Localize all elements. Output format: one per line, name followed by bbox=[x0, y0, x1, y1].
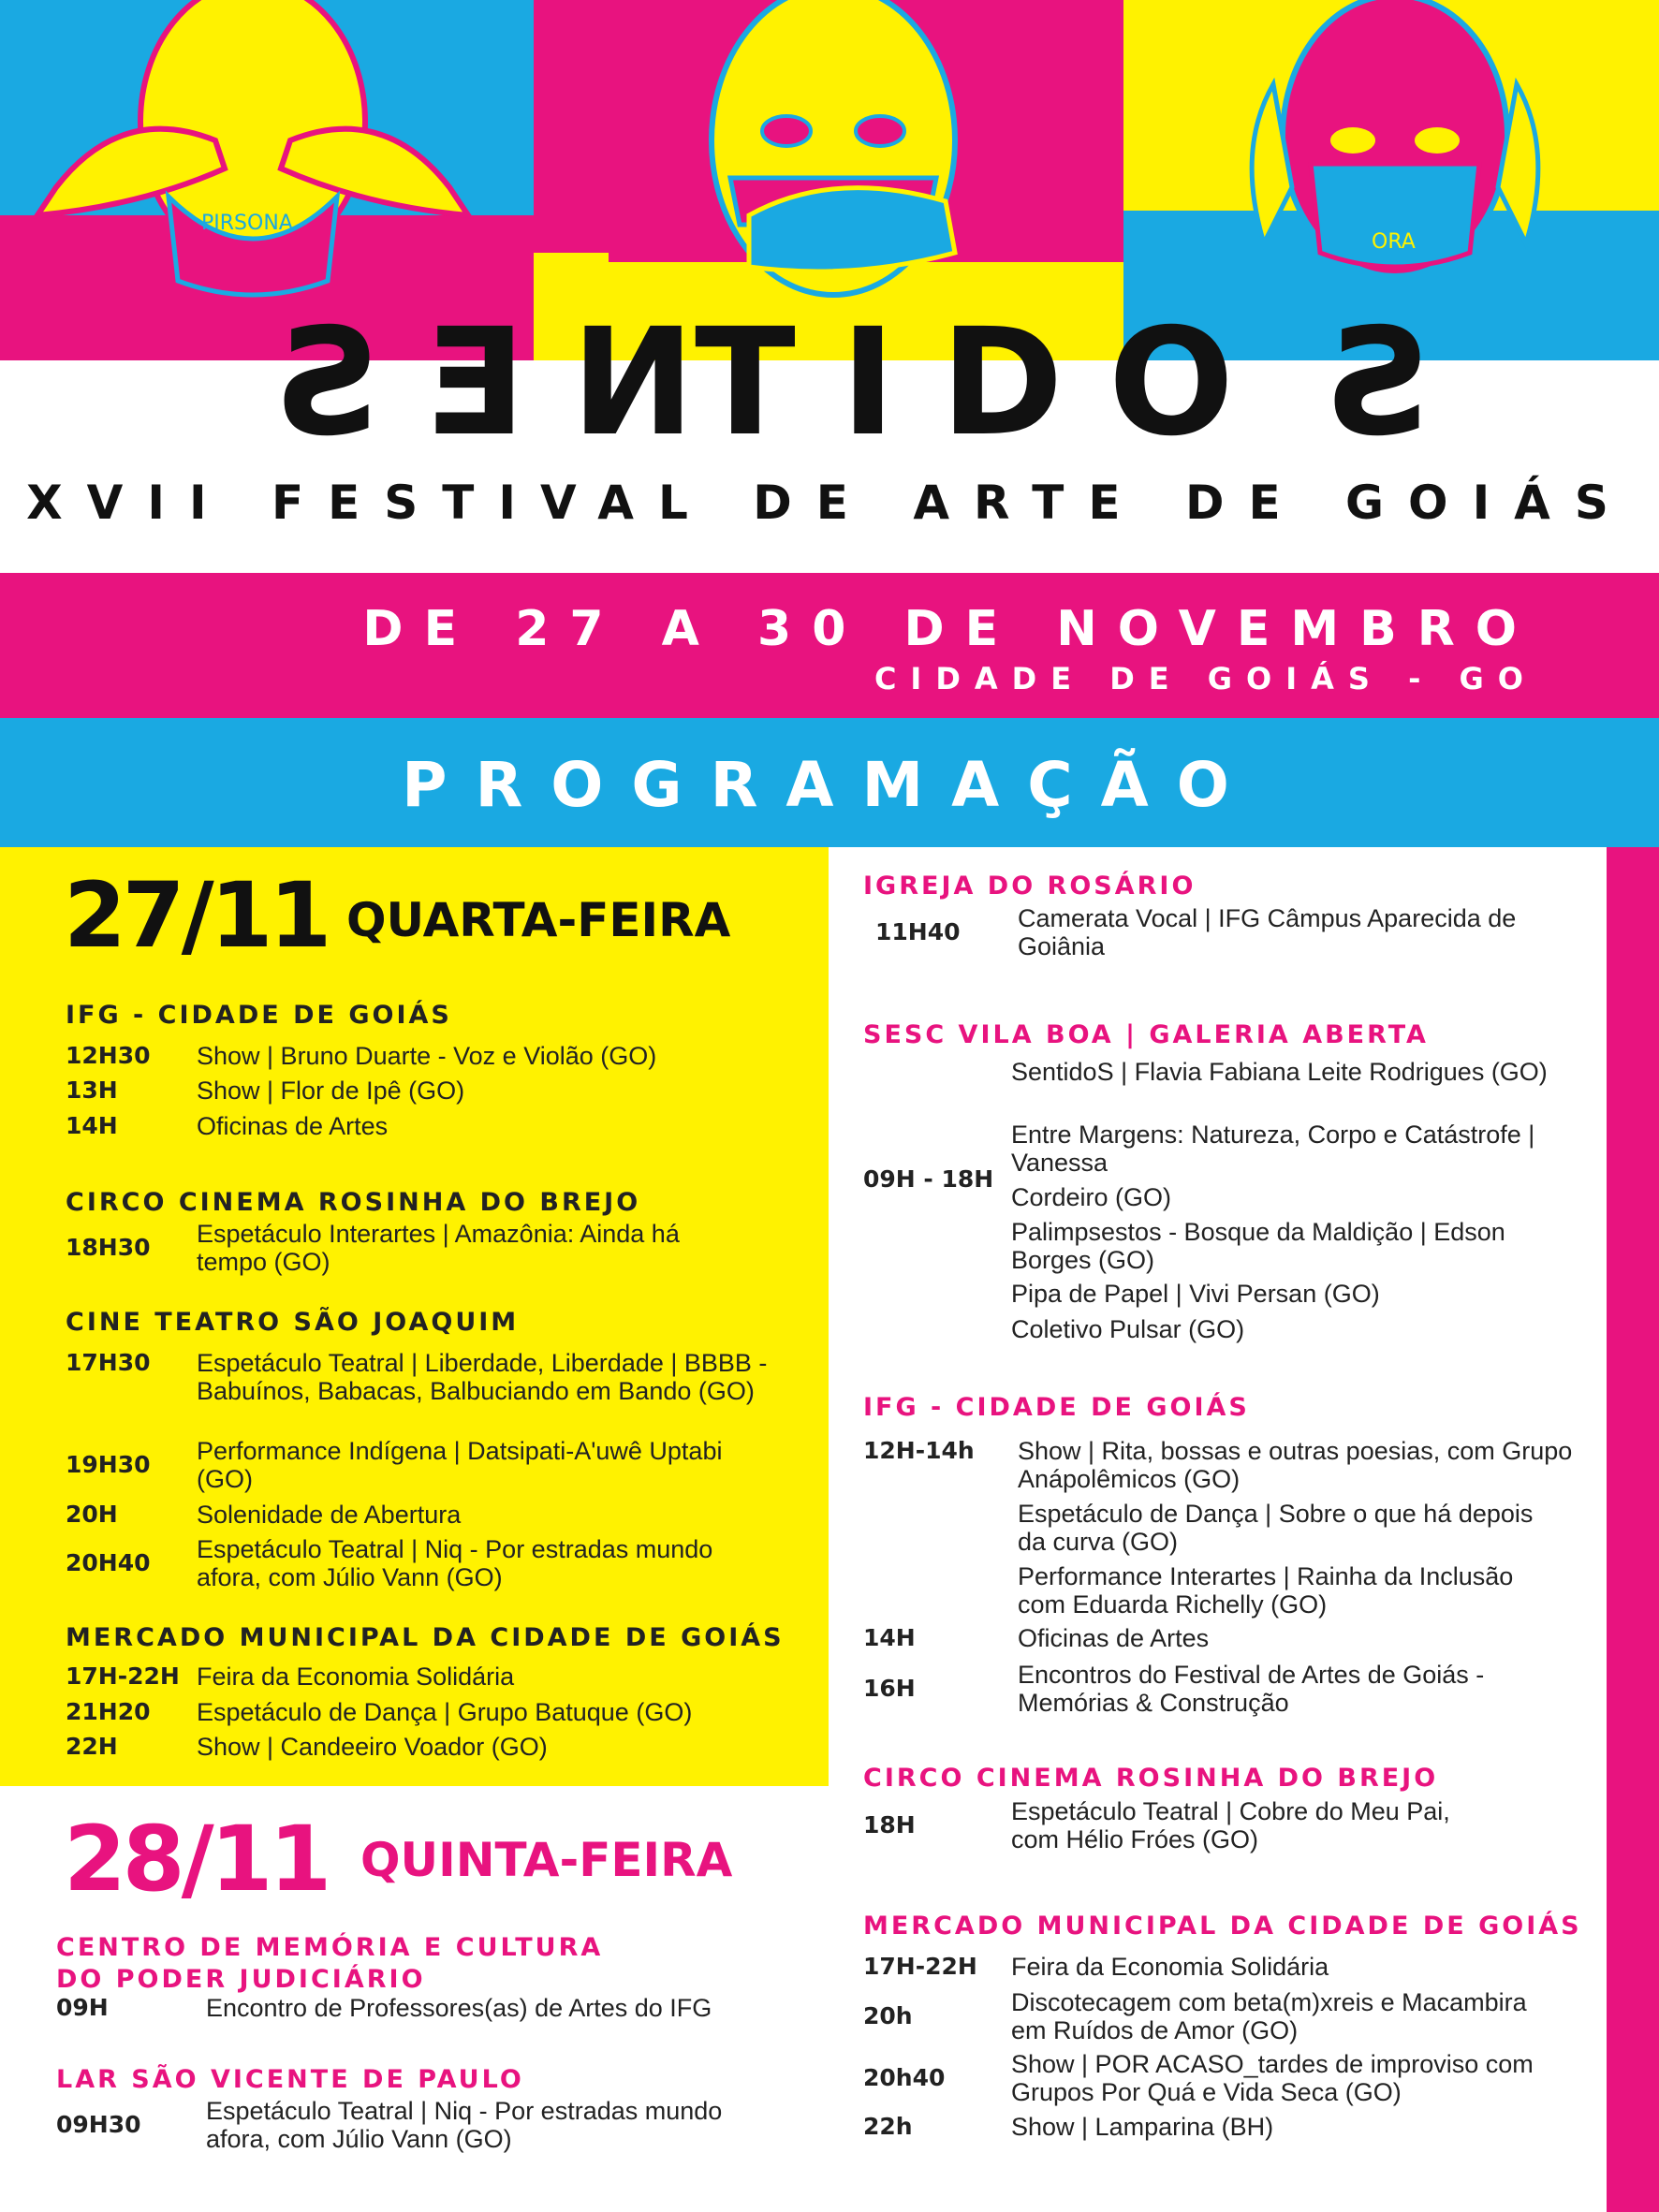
day1-date: 27/11 bbox=[64, 863, 329, 968]
list-item bbox=[1011, 1315, 1592, 1343]
event-desc: Espetáculo Teatral | Cobre do Meu Pai, com Hélio Fróes (GO) bbox=[1011, 1797, 1450, 1853]
day2-date: 28/11 bbox=[64, 1807, 329, 1912]
event-desc: Performance Indígena | Datsipati-A'uwê Uptabi (GO) bbox=[197, 1437, 723, 1493]
event-row bbox=[863, 1562, 1593, 1619]
event-desc: Espetáculo Teatral | Niq - Por estradas mundo afora, com Júlio Vann (GO) bbox=[197, 1535, 713, 1591]
event-desc: Discotecagem com beta(m)xreis e Macambira em Ruídos de Amor (GO) bbox=[1011, 1988, 1527, 2044]
festival-city: CIDADE DE GOIÁS - GO bbox=[874, 661, 1537, 696]
event-time: 22H bbox=[66, 1733, 118, 1760]
day2-weekday: QUINTA-FEIRA bbox=[360, 1833, 733, 1887]
event-time: 17H-22H bbox=[66, 1663, 180, 1690]
event-row bbox=[66, 1733, 815, 1761]
event-row bbox=[66, 1112, 815, 1140]
event-desc: Encontros do Festival de Artes de Goiás - Memórias & Construção bbox=[1018, 1661, 1485, 1717]
side-stripe bbox=[1607, 847, 1659, 2212]
event-desc: Camerata Vocal | IFG Câmpus Aparecida de Goiânia bbox=[1018, 904, 1517, 960]
event-desc: Feira da Economia Solidária bbox=[197, 1663, 515, 1691]
event-time: 14H bbox=[66, 1112, 118, 1139]
event-time: 09H bbox=[56, 1994, 109, 2021]
venue-title: IFG - CIDADE DE GOIÁS bbox=[863, 1393, 1250, 1422]
event-desc: Cordeiro (GO) bbox=[1011, 1183, 1172, 1211]
event-row bbox=[66, 1501, 815, 1529]
venue-title: MERCADO MUNICIPAL DA CIDADE DE GOIÁS bbox=[863, 1912, 1582, 1941]
list-item bbox=[1011, 1218, 1535, 1274]
event-desc: Coletivo Pulsar (GO) bbox=[1011, 1315, 1245, 1343]
event-desc: Show | POR ACASO_tardes de improviso com Grupos Por Quá e Vida Seca (GO) bbox=[1011, 2050, 1534, 2106]
list-item bbox=[1011, 1183, 1592, 1211]
venue-title: CENTRO DE MEMÓRIA E CULTURA DO PODER JUDICIÁRIO bbox=[56, 1933, 604, 1994]
day1-weekday: QUARTA-FEIRA bbox=[346, 893, 731, 947]
event-row bbox=[66, 1220, 777, 1276]
event-desc: Encontro de Professores(as) de Artes do IFG bbox=[206, 1994, 712, 2022]
event-row bbox=[863, 1661, 1593, 1717]
event-row bbox=[863, 1165, 993, 1194]
title-letter: E bbox=[379, 297, 526, 469]
event-desc: Espetáculo Teatral | Niq - Por estradas mundo afora, com Júlio Vann (GO) bbox=[206, 2097, 723, 2153]
event-row bbox=[863, 1437, 1593, 1493]
event-time: 21H20 bbox=[66, 1698, 151, 1725]
event-desc: SentidoS | Flavia Fabiana Leite Rodrigues (GO) bbox=[1011, 1058, 1548, 1086]
event-desc: Feira da Economia Solidária bbox=[1011, 1953, 1329, 1981]
event-row bbox=[875, 904, 1587, 960]
event-time: 12H30 bbox=[66, 1042, 151, 1069]
venue-title: CIRCO CINEMA ROSINHA DO BREJO bbox=[863, 1764, 1439, 1793]
festival-dates: DE 27 A 30 DE NOVEMBRO bbox=[362, 601, 1537, 657]
title-letter: N bbox=[525, 297, 696, 469]
event-time: 09H - 18H bbox=[863, 1165, 994, 1193]
event-desc: Oficinas de Artes bbox=[1018, 1624, 1210, 1652]
event-desc: Espetáculo Teatral | Liberdade, Liberdade | BBBB - Babuínos, Babacas, Balbuciando em Bando (GO) bbox=[197, 1349, 768, 1405]
event-desc: Espetáculo Interartes | Amazônia: Ainda há tempo (GO) bbox=[197, 1220, 680, 1276]
event-row bbox=[66, 1042, 815, 1070]
event-desc: Show | Flor de Ipê (GO) bbox=[197, 1077, 465, 1105]
event-row bbox=[863, 1500, 1593, 1556]
title-letter: S bbox=[228, 297, 380, 469]
event-time: 16H bbox=[863, 1675, 916, 1702]
list-item bbox=[1011, 1121, 1535, 1177]
event-row bbox=[863, 2113, 1593, 2141]
event-row bbox=[66, 1663, 815, 1691]
event-time: 09H30 bbox=[56, 2111, 141, 2138]
title-letter: I bbox=[840, 297, 941, 469]
event-time: 22h bbox=[863, 2113, 913, 2140]
festival-subtitle: XVII FESTIVAL DE ARTE DE GOIÁS bbox=[26, 476, 1633, 530]
event-row bbox=[863, 1988, 1593, 2044]
list-item bbox=[1011, 1280, 1592, 1308]
event-time: 11H40 bbox=[875, 918, 961, 945]
event-desc: Solenidade de Abertura bbox=[197, 1501, 462, 1529]
title-letter: T bbox=[695, 297, 841, 469]
event-time: 18H30 bbox=[66, 1234, 151, 1261]
event-time: 20h40 bbox=[863, 2064, 946, 2091]
event-time: 17H30 bbox=[66, 1349, 151, 1376]
event-desc: Show | Bruno Duarte - Voz e Violão (GO) bbox=[197, 1042, 657, 1070]
title-letter: S bbox=[1279, 297, 1431, 469]
venue-title: IFG - CIDADE DE GOIÁS bbox=[66, 1001, 452, 1030]
event-row bbox=[66, 1698, 815, 1726]
mask-text: PIRSONA bbox=[201, 212, 293, 235]
event-row bbox=[66, 1437, 815, 1493]
venue-title: CIRCO CINEMA ROSINHA DO BREJO bbox=[66, 1188, 641, 1217]
event-row bbox=[56, 2097, 824, 2153]
event-row bbox=[66, 1077, 815, 1105]
event-desc: Espetáculo de Dança | Grupo Batuque (GO) bbox=[197, 1698, 693, 1726]
venue-title: IGREJA DO ROSÁRIO bbox=[863, 872, 1197, 901]
venue-title: SESC VILA BOA | GALERIA ABERTA bbox=[863, 1020, 1429, 1049]
event-row bbox=[863, 1624, 1593, 1652]
event-desc: Performance Interartes | Rainha da Inclusão com Eduarda Richelly (GO) bbox=[1018, 1562, 1514, 1619]
event-time: 14H bbox=[863, 1624, 916, 1651]
festival-title bbox=[0, 297, 1659, 469]
event-time: 17H-22H bbox=[863, 1953, 977, 1980]
event-row bbox=[66, 1535, 815, 1591]
event-desc: Show | Candeeiro Voador (GO) bbox=[197, 1733, 548, 1761]
event-row bbox=[56, 1994, 824, 2022]
event-desc: Show | Rita, bossas e outras poesias, com Grupo Anápolêmicos (GO) bbox=[1018, 1437, 1573, 1493]
event-desc: Oficinas de Artes bbox=[197, 1112, 389, 1140]
event-time: 12H-14h bbox=[863, 1437, 975, 1464]
list-item bbox=[1011, 1058, 1592, 1086]
event-time: 20h bbox=[863, 2002, 913, 2029]
event-time: 20H bbox=[66, 1501, 118, 1528]
title-letter: D bbox=[940, 297, 1108, 469]
event-row bbox=[863, 2050, 1593, 2106]
mask-text: ORA bbox=[1372, 230, 1416, 254]
programme-heading: PROGRAMAÇÃO bbox=[402, 749, 1257, 821]
title-letter: O bbox=[1108, 297, 1280, 469]
event-time: 19H30 bbox=[66, 1451, 151, 1478]
venue-title: CINE TEATRO SÃO JOAQUIM bbox=[66, 1308, 520, 1337]
event-time: 20H40 bbox=[66, 1549, 151, 1576]
event-desc: Show | Lamparina (BH) bbox=[1011, 2113, 1274, 2141]
event-desc: Palimpsestos - Bosque da Maldição | Edson Borges (GO) bbox=[1011, 1218, 1505, 1274]
venue-title: MERCADO MUNICIPAL DA CIDADE DE GOIÁS bbox=[66, 1623, 785, 1652]
event-time: 18H bbox=[863, 1811, 916, 1838]
event-desc: Espetáculo de Dança | Sobre o que há depois da curva (GO) bbox=[1018, 1500, 1534, 1556]
event-desc: Entre Margens: Natureza, Corpo e Catástrofe | Vanessa bbox=[1011, 1121, 1535, 1177]
venue-title: LAR SÃO VICENTE DE PAULO bbox=[56, 2065, 524, 2094]
event-row bbox=[66, 1349, 815, 1405]
event-row bbox=[863, 1953, 1593, 1981]
event-time: 13H bbox=[66, 1077, 118, 1104]
event-row bbox=[863, 1797, 1593, 1853]
event-desc: Pipa de Papel | Vivi Persan (GO) bbox=[1011, 1280, 1380, 1308]
